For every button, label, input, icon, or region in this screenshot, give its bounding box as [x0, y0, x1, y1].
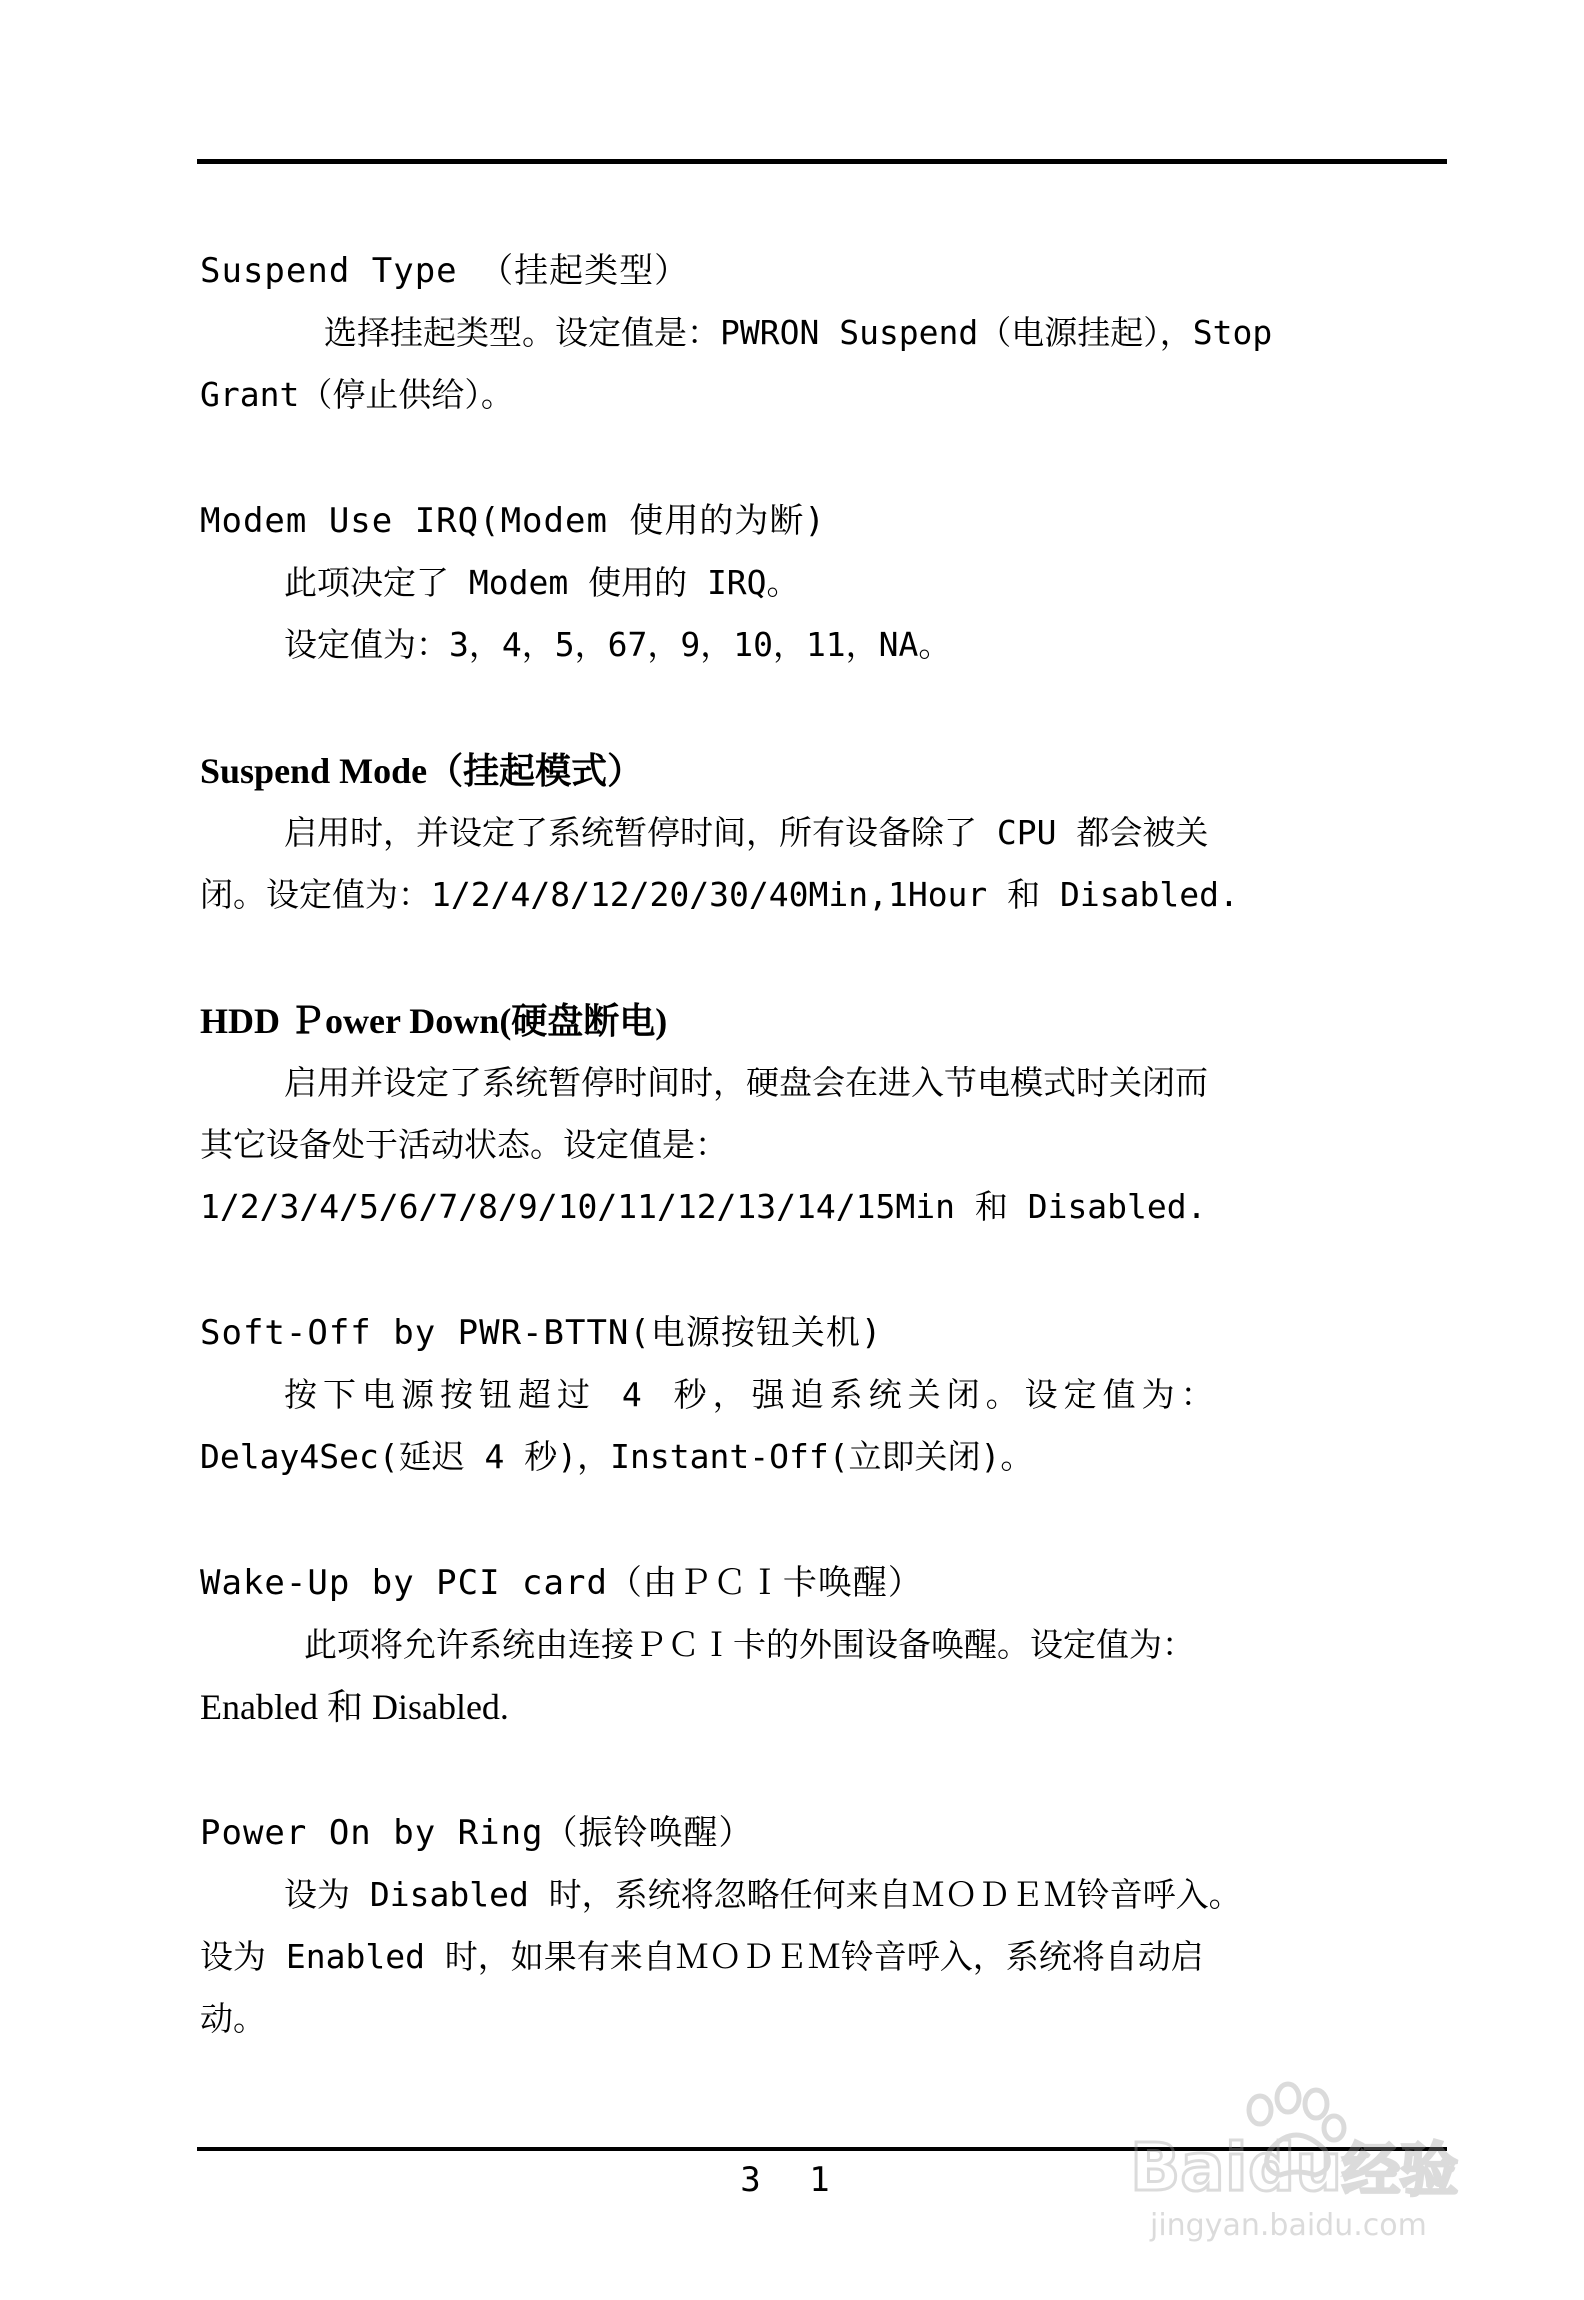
paragraph-line: 设为 Enabled 时，如果有来自ＭＯＤＥＭ铃音呼入，系统将自动启: [200, 1937, 1204, 1976]
header-rule: [197, 159, 1447, 164]
section-suspend-mode: [200, 740, 1425, 926]
paragraph-line: 启用时，并设定了系统暂停时间，所有设备除了 CPU 都会被关: [284, 813, 1209, 852]
paragraph-line: Enabled 和 Disabled.: [200, 1687, 509, 1727]
section-heading: Power On by Ring（振铃唤醒）: [200, 1813, 754, 1853]
paragraph-line: 设为 Disabled 时，系统将忽略任何来自ＭＯＤＥＭ铃音呼入。: [284, 1875, 1242, 1914]
svg-text:jingyan.baidu.com: jingyan.baidu.com: [1150, 2208, 1427, 2243]
paragraph-line: 其它设备处于活动状态。设定值是：: [200, 1125, 728, 1164]
paragraph-line: 启用并设定了系统暂停时间时，硬盘会在进入节电模式时关闭而: [284, 1063, 1208, 1102]
paragraph-line: 此项将允许系统由连接ＰＣＩ卡的外围设备唤醒。设定值为：: [304, 1625, 1195, 1664]
section-heading: Soft-Off by PWR-BTTN(电源按钮关机): [200, 1313, 883, 1353]
paragraph-line: Grant（停止供给）。: [200, 375, 514, 414]
section-heading: HDD Ｐower Down(硬盘断电): [200, 1001, 668, 1041]
document-body: [200, 240, 1425, 2050]
section-heading: Wake-Up by PCI card（由ＰＣＩ卡唤醒）: [200, 1563, 923, 1603]
paragraph-line: 按下电源按钮超过 4 秒，强迫系统关闭。设定值为：: [284, 1375, 1220, 1414]
paragraph-line: 闭。设定值为：1/2/4/8/12/20/30/40Min,1Hour 和 Disabled.: [200, 875, 1239, 914]
paragraph-line: 此项决定了 Modem 使用的 IRQ。: [284, 563, 800, 602]
page-number: 3 1: [740, 2160, 844, 2200]
paragraph-line: Delay4Sec(延迟 4 秒)，Instant-Off(立即关闭)。: [200, 1437, 1034, 1476]
paragraph-line: 动。: [200, 1999, 266, 2038]
section-hdd-power-down: [200, 990, 1425, 1238]
svg-text:du: du: [1248, 2129, 1343, 2206]
section-power-on-ring: [200, 1802, 1425, 2050]
section-heading: Suspend Mode（挂起模式）: [200, 751, 644, 791]
section-heading: Suspend Type （挂起类型）: [200, 251, 690, 291]
paragraph-line: 设定值为：3，4，5，67，9，10，11，NA。: [284, 625, 952, 664]
section-modem-use-irq: [200, 490, 1425, 676]
paragraph-line: 1/2/3/4/5/6/7/8/9/10/11/12/13/14/15Min 和 Disabled.: [200, 1187, 1207, 1226]
section-soft-off: [200, 1302, 1425, 1488]
watermark-logo: [1120, 2080, 1500, 2250]
section-heading: Modem Use IRQ(Modem 使用的为断): [200, 501, 826, 541]
section-wake-up-pci: [200, 1552, 1425, 1738]
svg-text:经验: 经验: [1342, 2136, 1459, 2204]
paragraph-line: 选择挂起类型。设定值是：PWRON Suspend（电源挂起），Stop: [324, 313, 1273, 352]
svg-text:Bai: Bai: [1130, 2129, 1248, 2206]
section-suspend-type: [200, 240, 1425, 426]
